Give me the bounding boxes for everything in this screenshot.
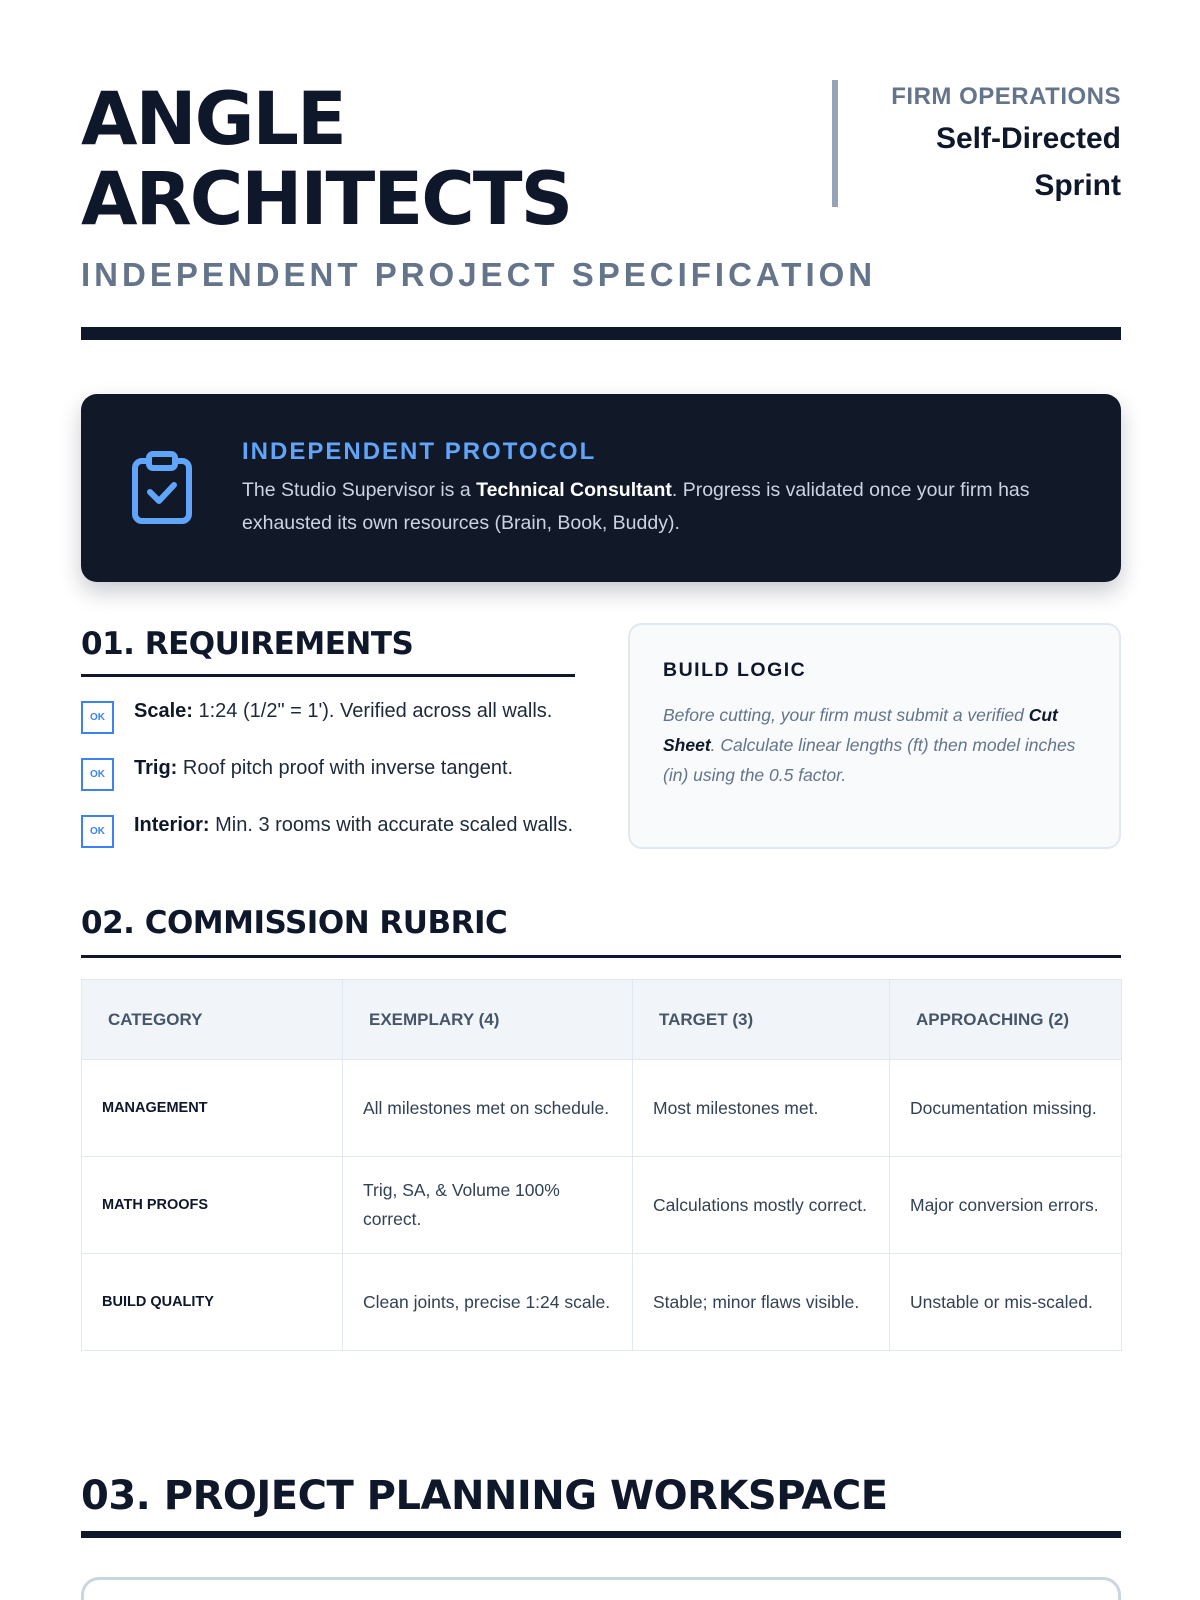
- protocol-banner: [81, 394, 1121, 582]
- requirements-rule: [81, 674, 575, 677]
- requirement-item: [81, 755, 581, 812]
- build-logic-card: [628, 623, 1121, 849]
- column-header: APPROACHING (2): [890, 980, 1122, 1060]
- meta-value: [891, 115, 1121, 209]
- protocol-title: INDEPENDENT PROTOCOL: [242, 438, 597, 465]
- requirement-item: [81, 698, 581, 755]
- rubric-heading: 02. COMMISSION RUBRIC: [81, 905, 508, 941]
- table-cell: Trig, SA, & Volume 100% correct.: [343, 1157, 633, 1254]
- table-cell: Stable; minor flaws visible.: [633, 1254, 890, 1351]
- table-row: [82, 1157, 1122, 1254]
- rubric-header-row: [82, 980, 1122, 1060]
- header-rule: [81, 327, 1121, 340]
- meta-value-line-2: Sprint: [1034, 169, 1121, 202]
- meta-value-line-1: Self-Directed: [935, 122, 1121, 155]
- ok-badge: OK: [81, 815, 114, 848]
- requirement-text: Trig: Roof pitch proof with inverse tangent.: [134, 757, 514, 779]
- workspace-rule: [81, 1531, 1121, 1538]
- ok-badge: OK: [81, 701, 114, 734]
- table-cell: Documentation missing.: [890, 1060, 1122, 1157]
- brand-line-2: ARCHITECTS: [81, 157, 572, 242]
- requirements-list: [81, 698, 581, 869]
- requirement-text: Scale: 1:24 (1/2" = 1'). Verified across all walls.: [134, 700, 553, 722]
- ok-badge: OK: [81, 758, 114, 791]
- column-header: EXEMPLARY (4): [343, 980, 633, 1060]
- table-cell: All milestones met on schedule.: [343, 1060, 633, 1157]
- requirement-item: [81, 812, 581, 869]
- workspace-heading: 03. PROJECT PLANNING WORKSPACE: [81, 1473, 888, 1519]
- protocol-text: The Studio Supervisor is a Technical Consultant. Progress is validated once your firm has exhausted its own resources (Brain, Book, Buddy).: [242, 479, 1030, 534]
- brand-title: [81, 77, 572, 242]
- requirement-text: Interior: Min. 3 rooms with accurate scaled walls.: [134, 814, 574, 836]
- clipboard-check-icon: [131, 451, 193, 525]
- page-subtitle: INDEPENDENT PROJECT SPECIFICATION: [81, 256, 877, 293]
- rubric-rule: [81, 955, 1121, 958]
- table-cell: Most milestones met.: [633, 1060, 890, 1157]
- build-logic-title: BUILD LOGIC: [663, 659, 807, 681]
- category-cell: MANAGEMENT: [82, 1060, 343, 1157]
- build-logic-text: Before cutting, your firm must submit a verified Cut Sheet. Calculate linear lengths (ft) then model inches (in) using the 0.5 factor.: [663, 705, 1076, 785]
- table-cell: Clean joints, precise 1:24 scale.: [343, 1254, 633, 1351]
- requirements-heading: 01. REQUIREMENTS: [81, 626, 414, 662]
- workspace-panel[interactable]: [81, 1577, 1121, 1600]
- spec-page: [81, 0, 1121, 1519]
- meta-divider: [832, 80, 838, 207]
- table-cell: Major conversion errors.: [890, 1157, 1122, 1254]
- column-header: CATEGORY: [82, 980, 343, 1060]
- rubric-table: [81, 979, 1122, 1351]
- header: [81, 0, 1121, 340]
- category-cell: BUILD QUALITY: [82, 1254, 343, 1351]
- table-cell: Calculations mostly correct.: [633, 1157, 890, 1254]
- table-row: [82, 1254, 1122, 1351]
- firm-operations-meta: [891, 83, 1121, 209]
- column-header: TARGET (3): [633, 980, 890, 1060]
- brand-line-1: ANGLE: [81, 77, 345, 162]
- table-cell: Unstable or mis-scaled.: [890, 1254, 1122, 1351]
- meta-label: FIRM OPERATIONS: [891, 83, 1121, 110]
- category-cell: MATH PROOFS: [82, 1157, 343, 1254]
- table-row: [82, 1060, 1122, 1157]
